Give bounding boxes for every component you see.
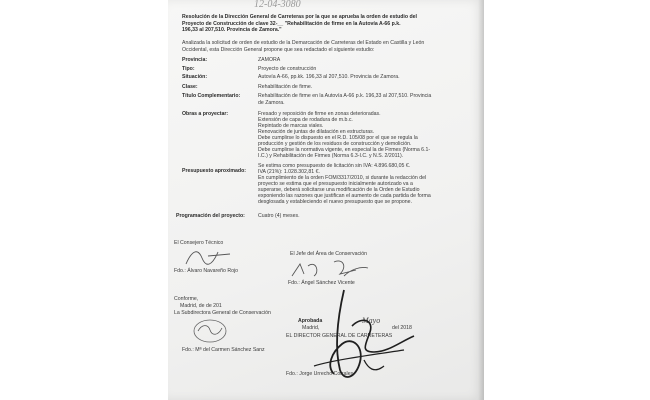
conforme-line: Conforme, bbox=[174, 296, 199, 302]
signature-name-subdirectora: Fdo.: Mª del Carmen Sánchez Sanz bbox=[182, 347, 265, 353]
signature-consejero-scribble bbox=[178, 244, 238, 268]
field-value-obras: Debe cumplirse lo dispuesto en el R.D. 105/08 por el que se regula la bbox=[258, 135, 418, 141]
title-line: 196,33 al 207,510. Provincia de Zamora." bbox=[182, 27, 282, 34]
signature-name-jefe-area: Fdo.: Ángel Sánchez Vicente bbox=[288, 280, 355, 286]
field-value-obras: Repintado de marcas viales. bbox=[258, 123, 324, 129]
signature-name-consejero: Fdo.: Álvaro Navareño Rojo bbox=[174, 268, 239, 274]
field-value-obras: producción y gestión de los residuos de construcción y demolición. bbox=[258, 141, 412, 147]
field-value-titulo-complementario: de Zamora. bbox=[258, 99, 285, 106]
signature-name-director: Fdo.: Jorge Urrecho Corrales bbox=[286, 371, 354, 377]
field-value-obras: Renovación de juntas de dilatación en estructuras. bbox=[258, 129, 375, 135]
field-value-provincia: ZAMORA bbox=[258, 57, 281, 63]
signature-jefe-area-scribble bbox=[286, 256, 376, 282]
approved-label: Aprobada bbox=[298, 318, 323, 324]
intro-line: Analizada la solicitud de orden de estudio de la Demarcación de Carreteras del Estado en Castilla y León bbox=[182, 40, 425, 46]
field-value-presupuesto: IVA (21%): 1.028.302,81 €. bbox=[258, 169, 320, 175]
field-label-provincia: Provincia: bbox=[182, 57, 208, 63]
field-value-presupuesto: Se estima como presupuesto de licitación sin IVA: 4.896.680,05 €. bbox=[258, 163, 411, 169]
field-value-tipo: Proyecto de construcción bbox=[258, 66, 317, 72]
director-general-role: EL DIRECTOR GENERAL DE CARRETERAS bbox=[286, 333, 393, 339]
signature-director-scribble bbox=[304, 286, 424, 386]
signature-subdirectora-scribble bbox=[190, 316, 230, 346]
field-label-clase: Clase: bbox=[182, 84, 198, 90]
conforme-date-line: Madrid, de de 201 bbox=[180, 303, 222, 309]
field-value-presupuesto: desglosada y estableciendo el nuevo presupuesto que se propone. bbox=[258, 199, 413, 205]
field-value-obras: Debe cumplirse la normativa vigente, en especial la de Firmes (Norma 6.1- bbox=[258, 147, 431, 153]
document-page bbox=[168, 0, 484, 400]
approval-date-suffix: del 2018 bbox=[392, 325, 412, 331]
header-handwritten-number: 12-04-3080 bbox=[254, 0, 301, 10]
signature-role-jefe-area: El Jefe del Área de Conservación bbox=[290, 251, 367, 257]
page-edge-shadow bbox=[478, 0, 484, 400]
field-value-titulo-complementario: Rehabilitación de firme en la Autovía A-66 p.k. 196,33 al 207,510. Provincia bbox=[258, 93, 432, 99]
document-photo bbox=[168, 0, 484, 400]
approval-date-prefix: Madrid, bbox=[302, 325, 320, 331]
field-label-programacion: Programación del proyecto: bbox=[176, 213, 245, 219]
intro-line: Occidental, esta Dirección General propone que sea redactado el siguiente estudio: bbox=[182, 46, 375, 53]
signature-role-consejero: El Consejero Técnico bbox=[174, 240, 224, 246]
title-line: Proyecto de Construcción de clave 32-__ "Rehabilitación de firme en la Autovía A-66 p.k. bbox=[182, 20, 401, 27]
title-line: Resolución de la Dirección General de Carreteras por la que se aprueba la orden de estudio del bbox=[182, 14, 417, 20]
field-label-presupuesto: Presupuesto aproximado: bbox=[182, 168, 246, 174]
field-label-situacion: Situación: bbox=[182, 74, 208, 80]
field-label-obras: Obras a proyectar: bbox=[182, 111, 229, 117]
field-label-tipo: Tipo: bbox=[182, 66, 195, 72]
field-value-obras: Fresado y reposición de firme en zonas deterioradas. bbox=[258, 111, 381, 117]
field-value-programacion: Cuatro (4) meses. bbox=[258, 213, 300, 219]
approval-date-handwritten: Mayo bbox=[362, 316, 381, 325]
field-value-presupuesto: exponiendo las razones que justifican el aumento de cada partida de forma bbox=[258, 193, 431, 199]
field-value-presupuesto: proyecto se estima que el presupuesto inicialmente autorizado va a bbox=[258, 181, 413, 187]
field-value-obras: Extensión de capa de rodadura de m.b.c. bbox=[258, 117, 353, 123]
field-value-presupuesto: superarse, deberá solicitarse una modificación de la Orden de Estudio bbox=[258, 187, 420, 193]
field-value-situacion: Autovía A-66, pp.kk. 196,33 al 207,510. Provincia de Zamora. bbox=[258, 74, 400, 80]
field-value-obras: I.C.) y Rehabilitación de Firmes (Norma 6.3-I.C. y N.S. 2/2011). bbox=[258, 153, 404, 159]
field-value-clase: Rehabilitación de firme. bbox=[258, 84, 313, 90]
field-label-titulo-complementario: Título Complementario: bbox=[182, 93, 241, 99]
subdirectora-role: La Subdirectora General de Conservación bbox=[174, 310, 271, 316]
field-value-presupuesto: En cumplimiento de la orden FOM/3317/2010, si durante la redacción del bbox=[258, 175, 427, 181]
